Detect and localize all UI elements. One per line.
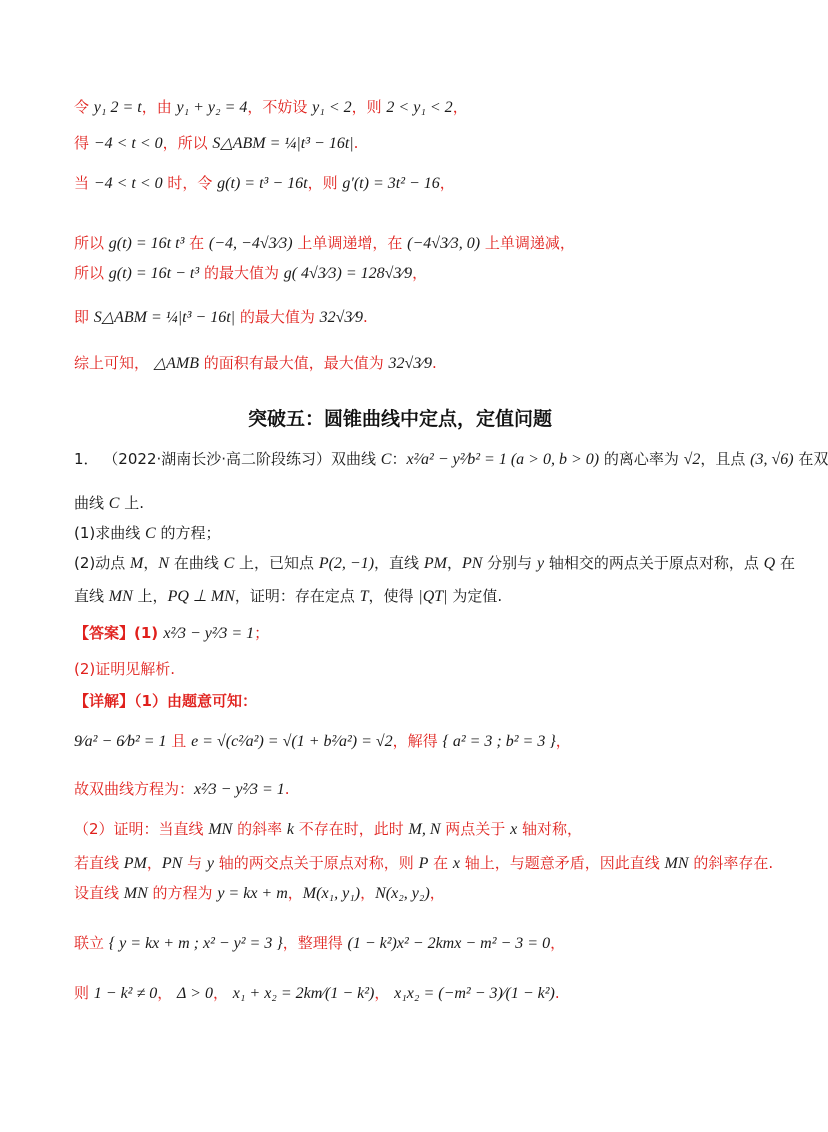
- math-expression: y₁ < 2: [312, 99, 352, 116]
- math-expression: M: [130, 555, 144, 572]
- text-segment: .: [353, 134, 359, 152]
- text-segment: 为定值.: [447, 587, 503, 605]
- math-expression: C: [108, 495, 120, 512]
- text-segment: 设直线: [74, 884, 124, 902]
- text-segment: 的方程；: [155, 524, 221, 542]
- text-segment: 不存在时，此时: [293, 820, 409, 838]
- math-expression: Q: [763, 555, 776, 572]
- math-expression: √2: [683, 451, 701, 468]
- math-expression: k: [286, 821, 294, 838]
- math-expression: g( 4√3⁄3) = 128√3⁄9: [283, 265, 413, 282]
- math-expression: C: [223, 555, 235, 572]
- text-segment: 轴相交的两点关于原点对称，点: [544, 554, 764, 572]
- text-segment: 的离心率为: [599, 450, 684, 468]
- math-expression: 32√3⁄9: [319, 309, 364, 326]
- text-line: [74, 172, 730, 196]
- text-segment: 直线: [74, 587, 109, 605]
- math-expression: x₁x₂ = (−m² − 3)⁄(1 − k²): [394, 985, 555, 1002]
- text-line: [74, 658, 730, 681]
- text-segment: 令: [74, 98, 94, 116]
- text-segment: .: [363, 308, 368, 326]
- text-line: [74, 730, 730, 754]
- math-expression: MN: [108, 588, 133, 605]
- math-expression: P: [418, 855, 429, 872]
- math-expression: { y = kx + m ; x² − y² = 3 }: [108, 935, 283, 952]
- math-expression: (−4√3⁄3, 0): [407, 235, 481, 252]
- text-segment: 当: [74, 174, 94, 192]
- text-line: [74, 132, 730, 156]
- math-expression: x²⁄3 − y²⁄3 = 1: [163, 625, 255, 642]
- math-expression: x: [452, 855, 460, 872]
- math-expression: y = kx + m: [217, 885, 288, 902]
- math-expression: S△ABM = ¼|t³ − 16t|: [93, 309, 236, 326]
- math-expression: −4 < t < 0: [93, 135, 163, 152]
- math-expression: MN: [208, 821, 233, 838]
- text-segment: 得: [74, 134, 94, 152]
- math-expression: (1 − k²)x² − 2kmx − m² − 3 = 0: [347, 935, 551, 952]
- text-segment: ，: [143, 554, 159, 572]
- text-line: [74, 982, 730, 1006]
- text-segment: ，: [360, 884, 376, 902]
- text-segment: ，: [146, 854, 162, 872]
- text-segment: .: [554, 984, 560, 1002]
- text-segment: 故双曲线方程为：: [74, 780, 195, 798]
- text-segment: 【详解】（1）由题意可知：: [74, 692, 257, 710]
- text-segment: 所以: [74, 234, 109, 252]
- text-segment: ，由: [141, 98, 177, 116]
- text-segment: .: [431, 354, 437, 372]
- text-segment: 的最大值为: [235, 308, 320, 326]
- text-line: [74, 622, 730, 646]
- text-line: [74, 306, 730, 330]
- math-expression: e = √(c²⁄a²) = √(1 + b²⁄a²) = √2: [191, 733, 393, 750]
- text-segment: 在: [428, 854, 453, 872]
- math-expression: T: [359, 588, 369, 605]
- text-segment: 所以: [74, 264, 109, 282]
- text-line: [74, 232, 730, 256]
- text-line: [74, 818, 730, 842]
- text-segment: 综上可知，: [74, 354, 154, 372]
- text-segment: 1． （2022·湖南长沙·高二阶段练习）双曲线: [74, 450, 381, 468]
- math-expression: −4 < t < 0: [93, 175, 163, 192]
- text-segment: ，: [446, 554, 462, 572]
- text-segment: 与: [182, 854, 207, 872]
- text-segment: 若直线: [74, 854, 124, 872]
- text-segment: ，: [212, 984, 233, 1002]
- math-expression: MN: [664, 855, 689, 872]
- text-segment: ，直线: [374, 554, 424, 572]
- text-segment: 且: [166, 732, 192, 750]
- text-segment: ，: [550, 934, 566, 952]
- text-segment: ，使得: [368, 587, 419, 605]
- text-line: [74, 882, 730, 906]
- math-expression: g(t) = t³ − 16t: [217, 175, 308, 192]
- text-segment: 【答案】(1): [74, 624, 164, 642]
- text-segment: 的最大值为: [199, 264, 284, 282]
- math-expression: PN: [161, 855, 183, 872]
- text-line: [74, 262, 730, 286]
- text-segment: 的斜率: [232, 820, 287, 838]
- math-expression: y₁ 2 = t: [93, 99, 142, 116]
- math-expression: 32√3⁄9: [388, 355, 432, 372]
- math-expression: S△ABM = ¼|t³ − 16t|: [212, 135, 354, 152]
- math-expression: g′(t) = 3t² − 16: [342, 175, 440, 192]
- text-segment: 在: [184, 234, 209, 252]
- math-expression: x: [510, 821, 518, 838]
- text-line: [74, 690, 730, 713]
- math-expression: P(2, −1): [318, 555, 375, 572]
- text-line: [74, 96, 730, 120]
- text-segment: ，: [429, 884, 445, 902]
- text-segment: 分别与: [482, 554, 537, 572]
- text-segment: 轴对称，: [517, 820, 582, 838]
- text-segment: ，则: [351, 98, 387, 116]
- text-segment: ，: [452, 98, 468, 116]
- text-segment: ，整理得: [282, 934, 348, 952]
- math-expression: g(t) = 16t t³: [108, 235, 185, 252]
- text-line: [74, 448, 828, 472]
- math-expression: (3, √6): [750, 451, 794, 468]
- text-segment: 的面积有最大值，最大值为: [198, 354, 389, 372]
- text-segment: ，所以: [162, 134, 213, 152]
- text-segment: 上单调递减，: [480, 234, 575, 252]
- math-expression: y: [536, 555, 545, 572]
- text-segment: 即: [74, 308, 94, 326]
- text-segment: ，解得: [392, 732, 443, 750]
- text-segment: 的方程为: [147, 884, 218, 902]
- math-expression: y₁ + y₂ = 4: [176, 99, 248, 116]
- text-segment: ，则: [307, 174, 343, 192]
- math-expression: Δ > 0: [177, 985, 213, 1002]
- text-segment: ，证明：存在定点: [234, 587, 360, 605]
- math-expression: N(x₂, y₂): [375, 885, 430, 902]
- math-expression: N: [158, 555, 170, 572]
- math-expression: 1 − k² ≠ 0: [93, 985, 158, 1002]
- section-heading: 突破五：圆锥曲线中定点，定值问题: [247, 408, 552, 430]
- text-line: [74, 552, 795, 576]
- text-segment: 上，: [132, 587, 168, 605]
- text-segment: （2）证明：当直线: [74, 820, 209, 838]
- math-expression: { a² = 3 ; b² = 3 }: [442, 733, 556, 750]
- math-expression: C: [380, 451, 392, 468]
- text-segment: (2)动点: [74, 554, 131, 572]
- math-expression: (−4, −4√3⁄3): [208, 235, 293, 252]
- text-segment: 轴的两交点关于原点对称，则: [214, 854, 419, 872]
- text-segment: 联立: [74, 934, 109, 952]
- text-segment: 在双: [793, 450, 828, 468]
- math-expression: 9⁄a² − 6⁄b² = 1: [74, 733, 167, 750]
- math-expression: 2 < y₁ < 2: [386, 99, 453, 116]
- math-expression: △AMB: [153, 355, 199, 372]
- math-expression: MN: [123, 885, 148, 902]
- text-segment: ，: [439, 174, 455, 192]
- math-expression: PM: [423, 555, 447, 572]
- text-segment: ：: [391, 450, 407, 468]
- text-line: [74, 852, 774, 876]
- text-segment: 的斜率存在.: [688, 854, 774, 872]
- math-expression: M(x₁, y₁): [302, 885, 361, 902]
- text-segment: 两点关于: [440, 820, 511, 838]
- text-segment: ，: [157, 984, 178, 1002]
- text-line: [74, 522, 730, 546]
- math-expression: x₁ + x₂ = 2km⁄(1 − k²): [232, 985, 375, 1002]
- text-segment: (2)证明见解析.: [74, 660, 176, 678]
- text-segment: ，且点: [700, 450, 751, 468]
- math-expression: C: [145, 525, 156, 542]
- text-segment: 上单调递增，在: [292, 234, 408, 252]
- math-expression: x²⁄a² − y²⁄b² = 1 (a > 0, b > 0): [406, 451, 600, 468]
- math-expression: |QT|: [418, 588, 448, 605]
- text-segment: 时，令: [162, 174, 218, 192]
- text-segment: ，: [555, 732, 571, 750]
- text-segment: 曲线: [74, 494, 109, 512]
- text-segment: ，: [287, 884, 303, 902]
- math-expression: x²⁄3 − y²⁄3 = 1: [194, 781, 285, 798]
- text-segment: ；: [254, 624, 270, 642]
- text-segment: (1)求曲线: [74, 524, 146, 542]
- text-segment: 在曲线: [169, 554, 224, 572]
- text-segment: 在: [775, 554, 795, 572]
- math-expression: PM: [123, 855, 147, 872]
- math-expression: PN: [461, 555, 483, 572]
- text-segment: ，: [374, 984, 395, 1002]
- text-line: [74, 778, 730, 802]
- text-line: [74, 352, 730, 376]
- text-segment: 上.: [119, 494, 144, 512]
- text-line: [74, 932, 730, 956]
- text-segment: 则: [74, 984, 94, 1002]
- text-segment: .: [284, 780, 290, 798]
- math-expression: PQ ⊥ MN: [167, 588, 235, 605]
- text-segment: ，: [412, 264, 428, 282]
- text-segment: 上，已知点: [234, 554, 319, 572]
- math-expression: g(t) = 16t − t³: [108, 265, 200, 282]
- math-expression: M, N: [408, 821, 441, 838]
- text-line: [74, 585, 730, 609]
- text-line: [74, 492, 730, 516]
- text-segment: ，不妨设: [247, 98, 313, 116]
- math-expression: y: [206, 855, 215, 872]
- text-segment: 轴上，与题意矛盾，因此直线: [460, 854, 665, 872]
